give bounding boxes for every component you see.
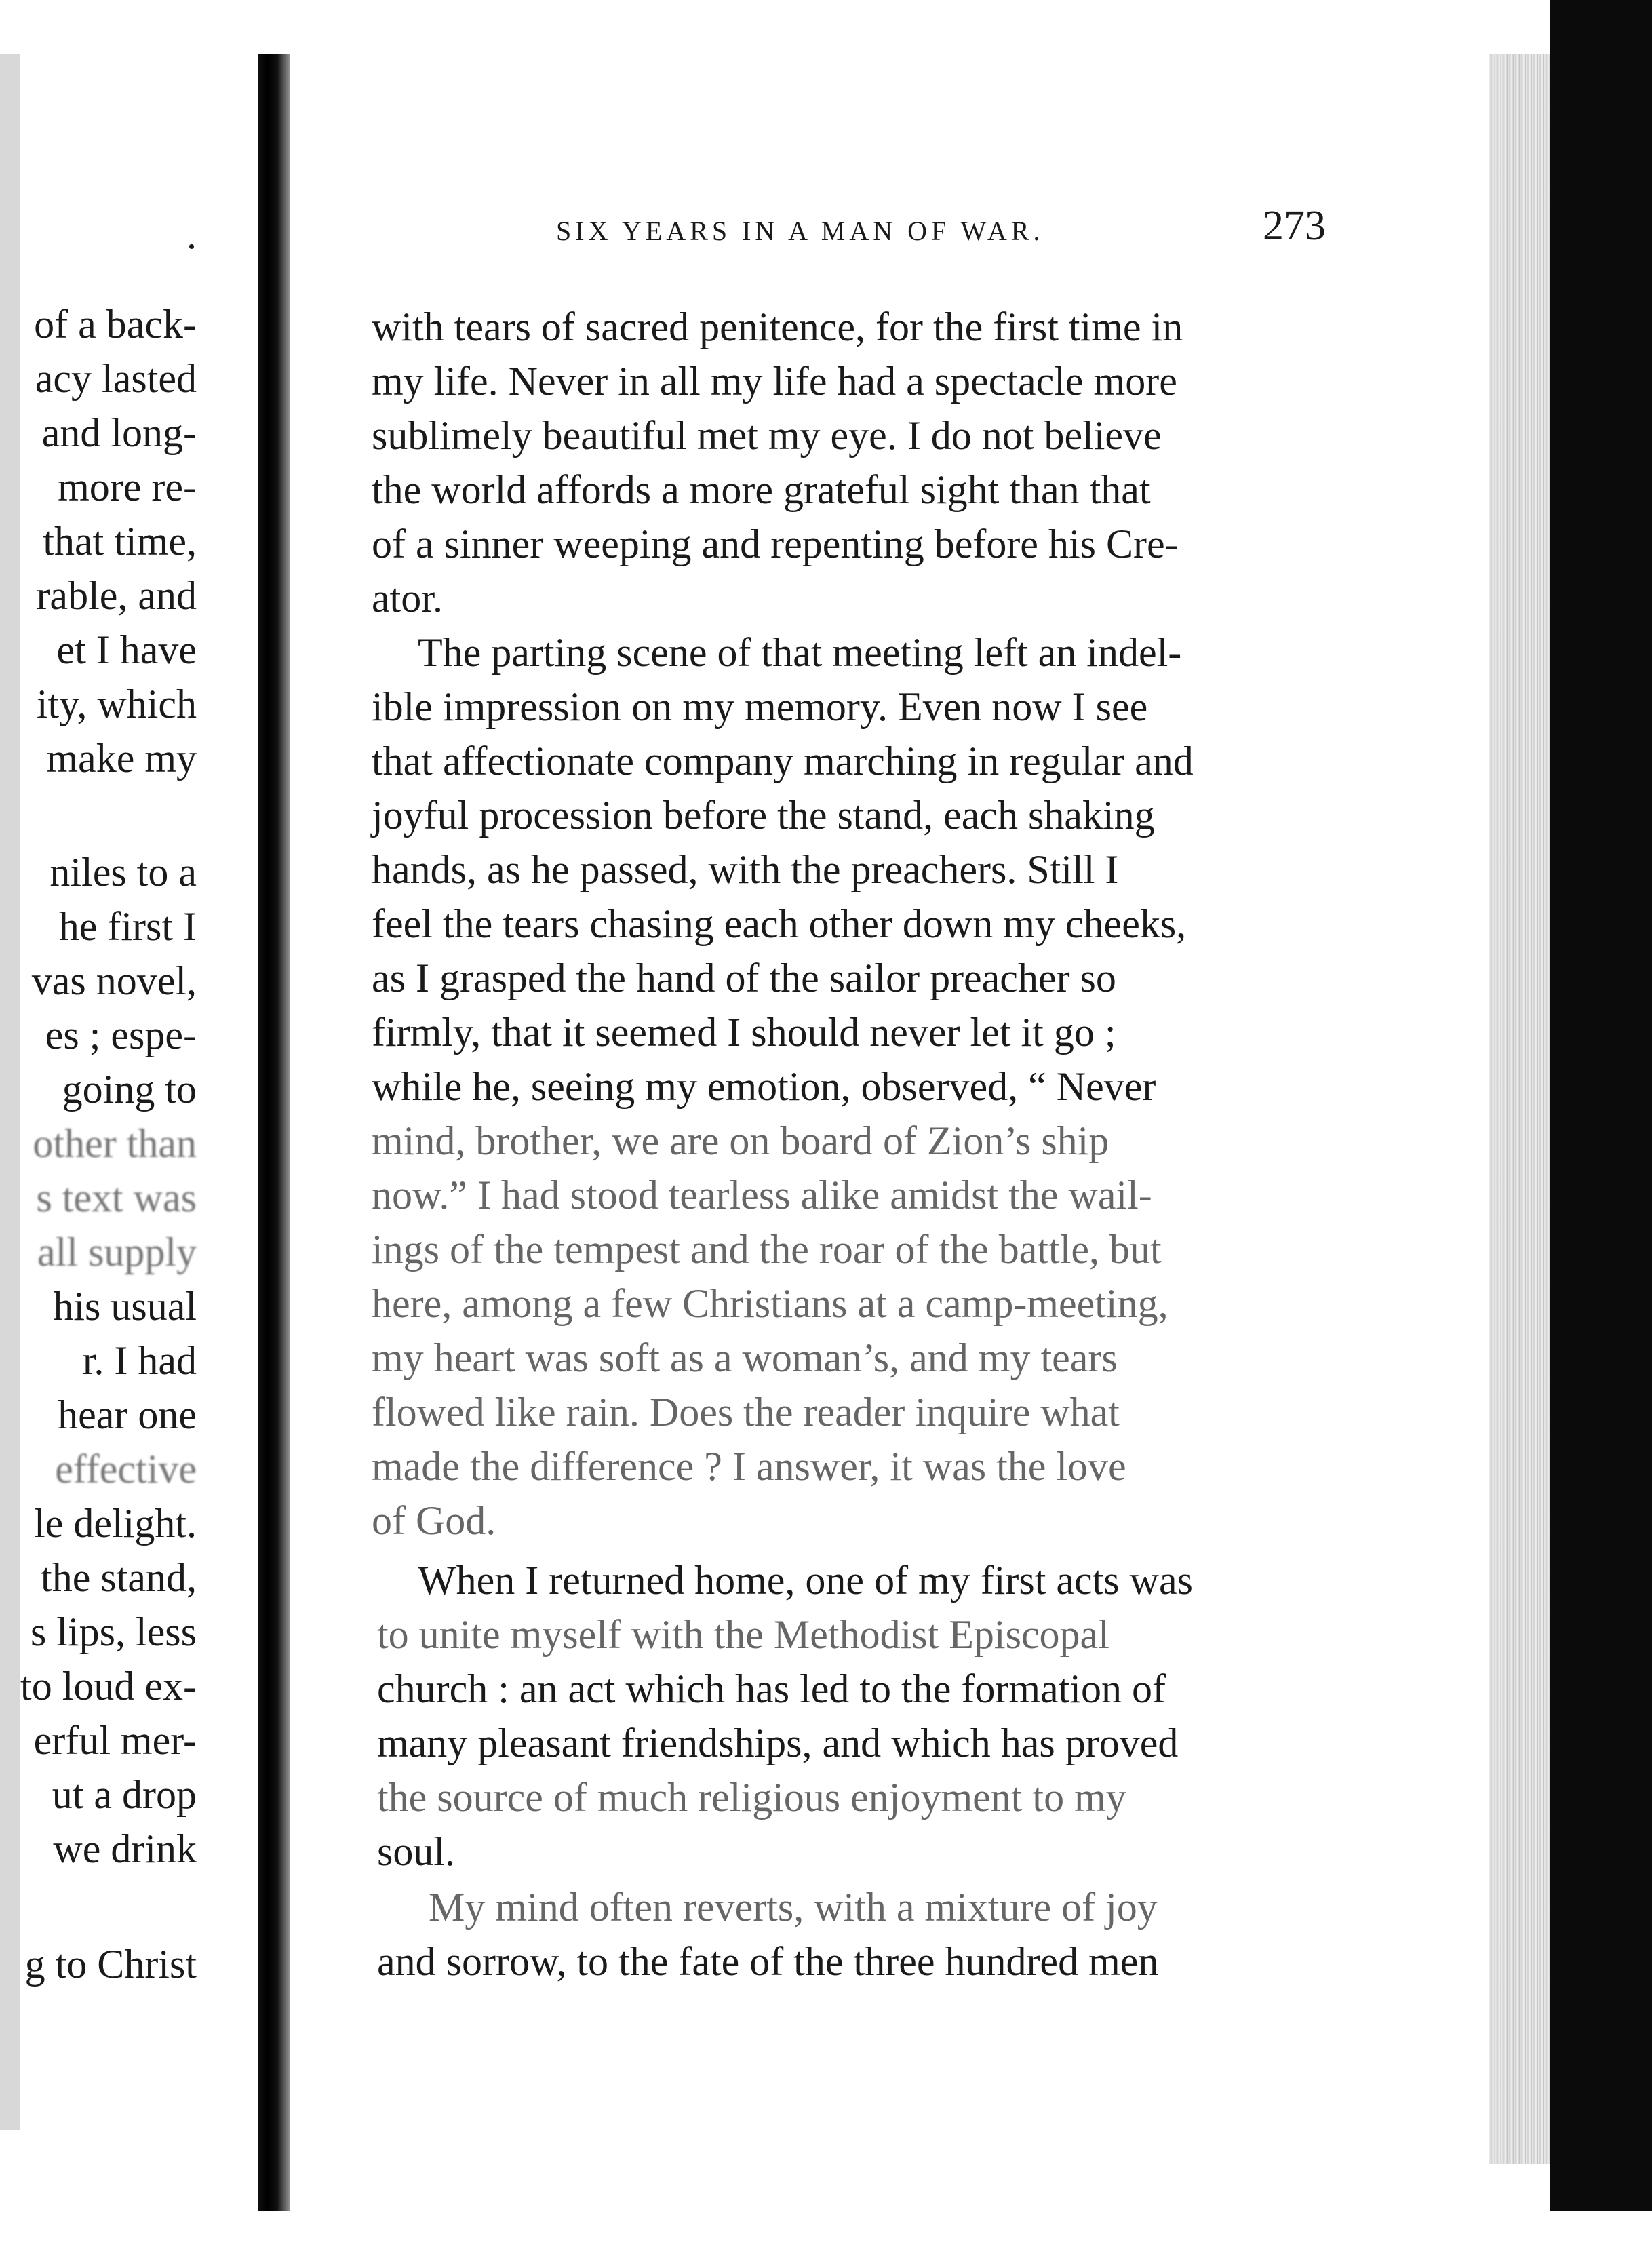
body-line: feel the tears chasing each other down my cheeks, xyxy=(372,901,1187,946)
left-page-line: g to Christ xyxy=(24,1942,197,1987)
body-line: while he, seeing my emotion, observed, “ Never xyxy=(372,1064,1156,1109)
body-line: as I grasped the hand of the sailor preacher so xyxy=(372,956,1116,1000)
body-line: mind, brother, we are on board of Zion’s ship xyxy=(372,1118,1109,1163)
left-page-line: more re- xyxy=(58,465,197,509)
left-page-line: that time, xyxy=(43,519,197,564)
scan-dark-background xyxy=(1550,0,1652,2268)
body-line: of God. xyxy=(372,1498,496,1543)
left-page-line: le delight. xyxy=(34,1501,197,1546)
left-page-line: going to xyxy=(62,1067,197,1112)
left-page-line: acy lasted xyxy=(35,356,197,401)
left-page-line: . xyxy=(186,212,197,257)
left-page-line: hear one xyxy=(58,1392,197,1437)
body-line: flowed like rain. Does the reader inquire what xyxy=(372,1390,1120,1434)
body-line: the source of much religious enjoyment to my xyxy=(377,1775,1126,1820)
left-page-line: all supply xyxy=(37,1230,197,1274)
left-page-line: erful mer- xyxy=(33,1718,197,1763)
body-line: the world affords a more grateful sight than that xyxy=(372,467,1151,512)
body-line: My mind often reverts, with a mixture of joy xyxy=(429,1885,1158,1930)
body-line: ator. xyxy=(372,576,443,621)
page-number: 273 xyxy=(1263,203,1326,249)
body-line: When I returned home, one of my first acts was xyxy=(418,1558,1193,1603)
body-line: made the difference ? I answer, it was the love xyxy=(372,1444,1126,1489)
page-edges xyxy=(1489,54,1550,2164)
left-page-line: other than xyxy=(33,1121,197,1166)
left-page-line: we drink xyxy=(53,1826,197,1871)
body-line: of a sinner weeping and repenting before his Cre- xyxy=(372,522,1179,566)
body-line: hands, as he passed, with the preachers. Still I xyxy=(372,847,1119,892)
left-page-line: his usual xyxy=(53,1284,197,1329)
body-line: joyful procession before the stand, each shaking xyxy=(372,793,1155,838)
body-line: my life. Never in all my life had a spectacle more xyxy=(372,359,1177,404)
running-head: SIX YEARS IN A MAN OF WAR. xyxy=(556,216,1044,246)
left-page-line: r. I had xyxy=(82,1338,197,1383)
left-page-line: vas novel, xyxy=(31,958,197,1003)
left-page-line: es ; espe- xyxy=(45,1013,197,1057)
left-page-line: and long- xyxy=(41,410,197,455)
body-line: with tears of sacred penitence, for the first time in xyxy=(372,305,1183,349)
body-line: ible impression on my memory. Even now I see xyxy=(372,684,1148,729)
body-line: soul. xyxy=(377,1829,456,1874)
left-page-line: he first I xyxy=(58,904,197,949)
body-line: ings of the tempest and the roar of the battle, but xyxy=(372,1227,1162,1272)
left-page xyxy=(0,0,258,2268)
body-line: and sorrow, to the fate of the three hundred men xyxy=(377,1939,1159,1984)
left-page-line: ity, which xyxy=(36,682,197,726)
left-page-line: effective xyxy=(55,1447,197,1491)
body-line: now.” I had stood tearless alike amidst the wail- xyxy=(372,1173,1152,1217)
left-page-line: s text was xyxy=(36,1175,197,1220)
left-page-line: of a back- xyxy=(34,302,197,347)
left-page-line: niles to a xyxy=(50,850,197,895)
left-page-line: the stand, xyxy=(41,1555,197,1600)
body-line: firmly, that it seemed I should never let it go ; xyxy=(372,1010,1116,1055)
body-line: many pleasant friendships, and which has proved xyxy=(377,1721,1179,1765)
body-line: here, among a few Christians at a camp-meeting, xyxy=(372,1281,1168,1326)
left-page-line: s lips, less xyxy=(30,1609,197,1654)
body-line: The parting scene of that meeting left an indel- xyxy=(418,630,1182,675)
left-page-line: make my xyxy=(46,736,197,781)
scan-bottom-margin xyxy=(0,2211,1652,2268)
left-page-line: to loud ex- xyxy=(20,1664,197,1708)
book-gutter xyxy=(258,54,290,2225)
body-line: sublimely beautiful met my eye. I do not believe xyxy=(372,413,1162,458)
body-line: to unite myself with the Methodist Episcopal xyxy=(377,1612,1109,1657)
left-page-line: ut a drop xyxy=(52,1772,197,1817)
left-page-line: et I have xyxy=(56,627,197,672)
body-line: church : an act which has led to the formation of xyxy=(377,1666,1166,1711)
body-line: that affectionate company marching in regular and xyxy=(372,739,1194,783)
left-page-line: rable, and xyxy=(36,573,197,618)
body-line: my heart was soft as a woman’s, and my tears xyxy=(372,1335,1118,1380)
